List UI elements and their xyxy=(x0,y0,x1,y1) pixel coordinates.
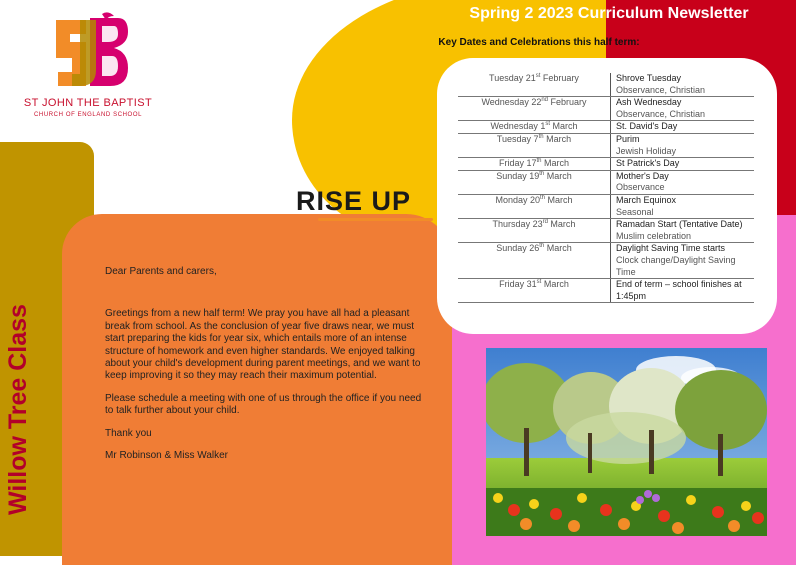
key-date-event xyxy=(611,121,755,134)
key-dates-table xyxy=(458,73,754,303)
key-date-event xyxy=(611,97,755,121)
key-date-date xyxy=(458,170,611,194)
date-month: March xyxy=(543,133,572,144)
letter-paragraph-1: Greetings from a new half term! We pray you have all had a pleasant break from school. As the conclusion of year five draws near, we must start preparing the kids for year six, which entails more of an intense structure of homework and even higher standards. We enjoyed talking about your child's development during parent meetings, and we want to keep improving it so they may reach their maximum potential. xyxy=(105,308,421,382)
event-name: End of term – school finishes at 1:45pm xyxy=(616,279,742,301)
key-date-row xyxy=(458,194,754,218)
date-ordinal: th xyxy=(538,133,544,140)
date-month: March xyxy=(547,219,576,230)
event-name: St. David's Day xyxy=(616,121,678,132)
key-date-row xyxy=(458,170,754,194)
date-ordinal: th xyxy=(540,194,546,201)
event-name: St Patrick's Day xyxy=(616,158,680,169)
date-ordinal: th xyxy=(539,243,545,250)
letter-thanks: Thank you xyxy=(105,427,152,439)
letter-signature: Mr Robinson & Miss Walker xyxy=(105,450,228,462)
class-title: Willow Tree Class xyxy=(4,304,32,515)
event-type: Jewish Holiday xyxy=(616,145,677,156)
date-month: February xyxy=(540,73,579,83)
event-name: Mother's Day xyxy=(616,170,669,181)
date-ordinal: nd xyxy=(541,97,549,104)
date-ordinal: th xyxy=(539,170,545,177)
school-subtitle: CHURCH OF ENGLAND SCHOOL xyxy=(33,112,143,118)
key-date-date xyxy=(458,121,611,134)
key-date-row xyxy=(458,97,754,121)
key-date-date xyxy=(458,97,611,121)
event-type: Muslim celebration xyxy=(616,230,692,241)
event-name: March Equinox xyxy=(616,194,677,205)
key-dates-heading: Key Dates and Celebrations this half term: xyxy=(438,37,640,48)
date-ordinal: th xyxy=(536,158,542,165)
date-month: March xyxy=(550,121,578,132)
date-ordinal: st xyxy=(536,279,542,286)
key-date-event xyxy=(611,219,755,243)
spring-garden-photo xyxy=(486,348,767,536)
event-type: Observance, Christian xyxy=(616,84,706,95)
date-ordinal: st xyxy=(545,121,551,128)
key-date-date xyxy=(458,133,611,157)
key-date-event xyxy=(611,279,755,303)
date-month: February xyxy=(548,97,587,108)
school-logo xyxy=(50,12,130,92)
key-date-event xyxy=(611,158,755,171)
date-month: March xyxy=(541,279,569,290)
key-date-row xyxy=(458,121,754,134)
date-month: March xyxy=(541,158,570,169)
event-type: Clock change/Daylight Saving Time xyxy=(616,254,736,277)
newsletter-title: Spring 2 2023 Curriculum Newsletter xyxy=(469,5,749,22)
key-date-date xyxy=(458,219,611,243)
key-date-row xyxy=(458,243,754,279)
date-day: Friday 17 xyxy=(498,158,537,169)
key-date-date xyxy=(458,73,611,97)
date-day: Monday 20 xyxy=(495,194,540,205)
date-day: Sunday 26 xyxy=(496,243,540,254)
date-ordinal: rd xyxy=(542,219,548,226)
letter-paragraph-2: Please schedule a meeting with one of us through the office if you need to talk further about your child. xyxy=(105,392,422,417)
rise-up-underline xyxy=(318,218,433,221)
key-date-date xyxy=(458,158,611,171)
date-day: Thursday 23 xyxy=(492,219,543,230)
date-ordinal: st xyxy=(535,73,541,79)
school-name: ST JOHN THE BAPTIST xyxy=(23,97,153,109)
rise-up-text: RISE UP xyxy=(296,186,412,216)
date-month: March xyxy=(545,194,573,205)
key-date-date xyxy=(458,194,611,218)
event-name: Purim xyxy=(616,133,640,144)
key-date-row xyxy=(458,219,754,243)
key-date-event xyxy=(611,243,755,279)
date-day: Tuesday 21 xyxy=(489,73,536,83)
letter-greeting: Dear Parents and carers, xyxy=(105,266,217,277)
date-day: Friday 31 xyxy=(499,279,537,290)
key-date-row xyxy=(458,279,754,303)
date-month: March xyxy=(544,243,572,254)
rise-up-logo xyxy=(296,186,441,226)
event-name: Ramadan Start (Tentative Date) xyxy=(616,219,743,230)
key-date-date xyxy=(458,279,611,303)
event-name: Shrove Tuesday xyxy=(616,73,682,83)
date-day: Wednesday 1 xyxy=(490,121,546,132)
event-type: Seasonal xyxy=(616,206,654,217)
key-date-event xyxy=(611,170,755,194)
key-date-event xyxy=(611,133,755,157)
event-type: Observance, Christian xyxy=(616,108,706,119)
date-day: Sunday 19 xyxy=(496,170,540,181)
date-day: Tuesday 7 xyxy=(496,133,539,144)
date-day: Wednesday 22 xyxy=(481,97,542,108)
key-date-date xyxy=(458,243,611,279)
event-name: Ash Wednesday xyxy=(616,97,682,108)
date-month: March xyxy=(544,170,572,181)
parent-letter xyxy=(105,266,423,462)
key-date-event xyxy=(611,73,755,97)
key-date-event xyxy=(611,194,755,218)
event-name: Daylight Saving Time starts xyxy=(616,243,726,254)
key-date-row xyxy=(458,133,754,157)
event-type: Observance xyxy=(616,182,665,193)
key-date-row xyxy=(458,158,754,171)
key-date-row xyxy=(458,73,754,97)
